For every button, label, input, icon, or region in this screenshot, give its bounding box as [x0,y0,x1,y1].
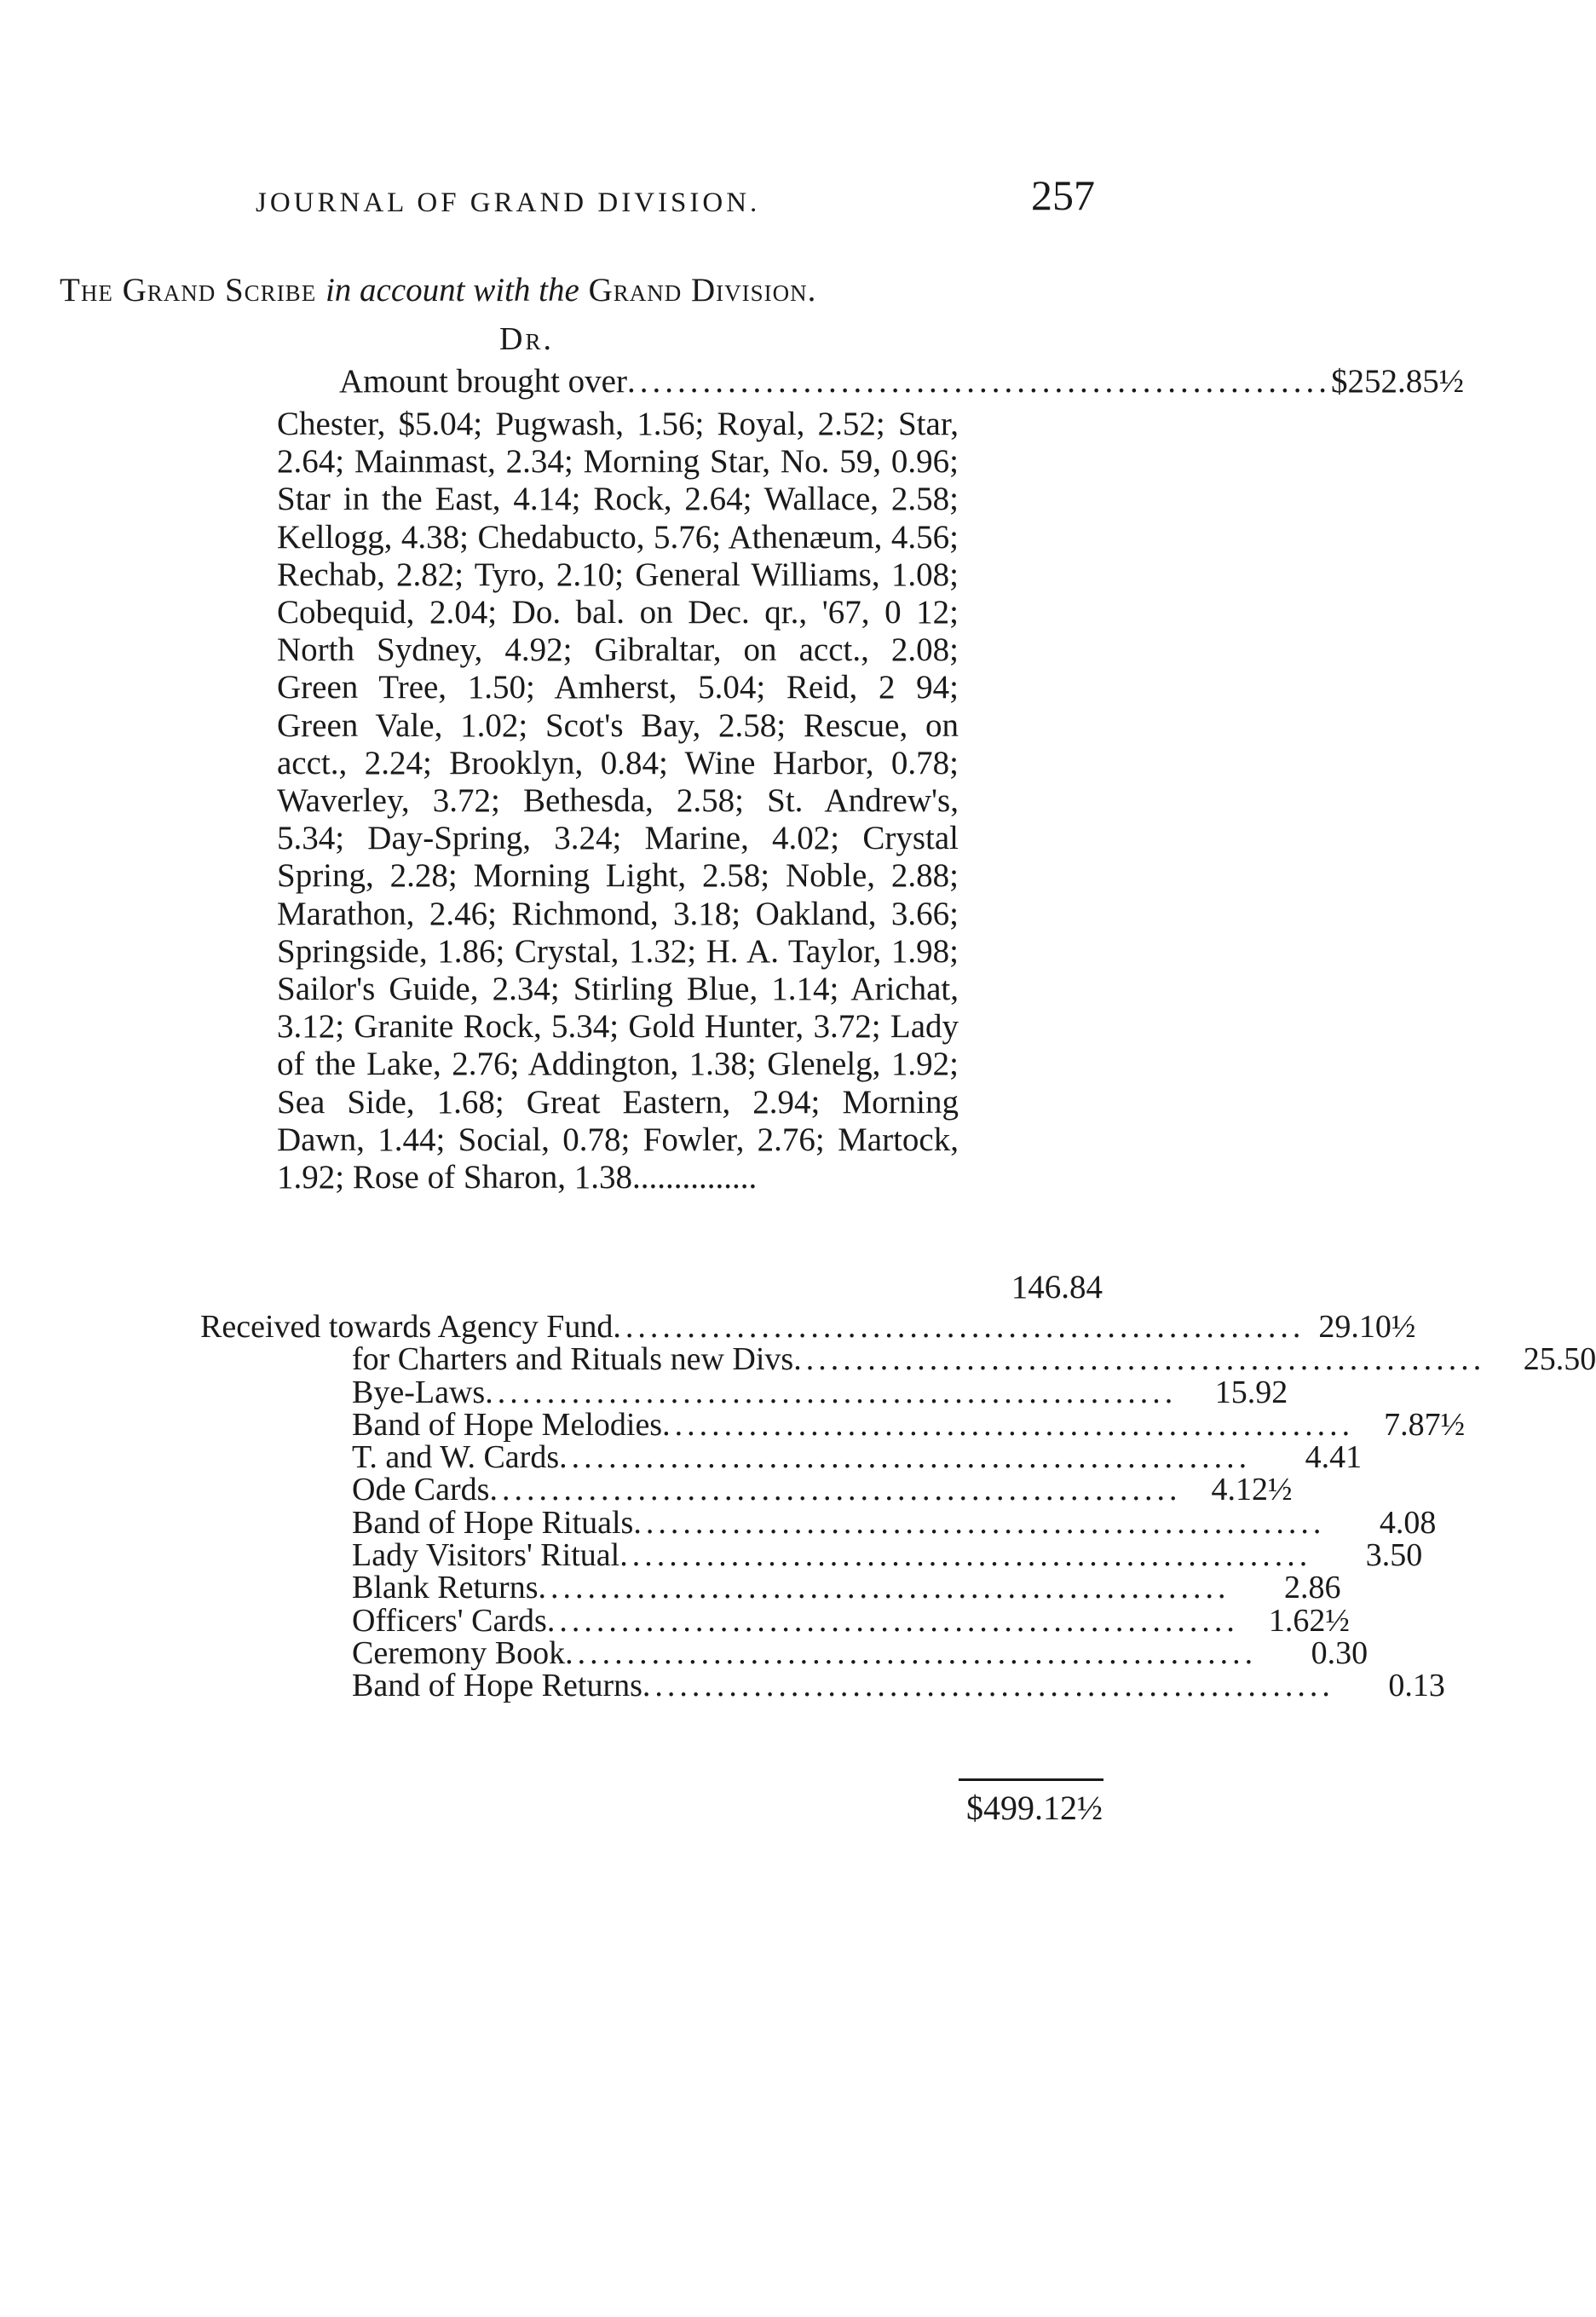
receipt-amount: 4.41 [1305,1439,1363,1476]
account-title-tail: Grand Division. [588,272,817,308]
receipt-label: Band of Hope Melodies [352,1406,663,1443]
receipt-amount: 4.08 [1379,1504,1437,1541]
amount-brought-over-row [339,362,1464,408]
division-payments-paragraph: Chester, $5.04; Pugwash, 1.56; Royal, 2.52; Star, 2.64; Mainmast, 2.34; Morning Star, No. 59, 0.96; Star in the East, 4.14; Rock, 2.64; Wallace, 2.58; Kellogg, 4.38; Chedabucto, 5.76; Athenæum, 4.56; Rechab, 2.82; Tyro, 2.10; General Williams, 1.08; Cobequid, 2.04; Do. bal. on Dec. qr., '67, 0 12; North Sydney, 4.92; Gibraltar, on acct., 2.08; Green Tree, 1.50; Amherst, 5.04; Reid, 2 94; Green Vale, 1.02; Scot's Bay, 2.58; Rescue, on acct., 2.24; Brooklyn, 0.84; Wine Harbor, 0.78; Waverley, 3.72; Bethesda, 2.58; St. Andrew's, 5.34; Day-Spring, 3.24; Marine, 4.02; Crystal Spring, 2.28; Morning Light, 2.58; Noble, 2.88; Marathon, 2.46; Richmond, 3.18; Oakland, 3.66; Springside, 1.86; Crystal, 1.32; H. A. Taylor, 1.98; Sailor's Guide, 2.34; Stirling Blue, 1.14; Arichat, 3.12; Granite Rock, 5.34; Gold Hunter, 3.72; Lady of the Lake, 2.76; Addington, 1.38; Glenelg, 1.92; Sea Side, 1.68; Great Eastern, 2.94; Morning Dawn, 1.44; Social, 0.78; Fowler, 2.76; Martock, 1.92; Rose of Sharon, 1.38............... [277,406,959,1196]
division-payments-amount: 146.84 [1011,1269,1103,1305]
receipt-label: Band of Hope Returns [352,1668,642,1704]
receipt-amount: 25.50 [1523,1341,1596,1378]
dot-leader: ........................................................ [489,1472,1182,1508]
receipt-row [200,1634,1368,1671]
dot-leader: ........................................................ [793,1341,1486,1378]
receipt-row [200,1569,1341,1606]
receipts-list [200,1308,1596,1704]
receipt-row [200,1667,1445,1704]
receipt-amount: 15.92 [1214,1374,1288,1410]
dot-leader: ........................................................ [619,1537,1312,1574]
dot-leader: ........................................................ [546,1602,1239,1639]
receipt-row [200,1438,1363,1476]
receipt-row [200,1374,1288,1410]
receipt-row [200,1340,1596,1378]
account-title-lead: The Grand Scribe [60,272,317,308]
dot-leader: ........................................................ [485,1374,1178,1410]
receipt-amount: 1.62½ [1268,1602,1350,1639]
receipt-row [200,1471,1293,1508]
grand-total: $499.12½ [966,1789,1103,1827]
receipt-row [200,1602,1350,1639]
dot-leader: ........................................................ [642,1668,1334,1704]
receipt-label: Ode Cards [352,1472,490,1508]
amount-brought-over-value: $252.85½ [1330,363,1464,400]
dot-leader: ........................................................ [662,1406,1355,1443]
dot-leader: ........................................................ [565,1634,1258,1671]
page-header [0,170,1263,239]
receipt-row [200,1406,1466,1443]
receipt-label: Blank Returns [352,1570,539,1606]
account-title [60,271,1048,309]
receipt-amount: 2.86 [1283,1570,1341,1606]
receipt-label: Ceremony Book [352,1634,566,1671]
dot-leader: ........................................................ [559,1439,1252,1476]
receipt-row [200,1504,1437,1541]
receipt-row [200,1308,1416,1345]
receipt-row [200,1536,1423,1574]
receipt-amount: 29.10½ [1318,1309,1416,1345]
dot-leader: ........................................................ [633,1504,1326,1541]
page-number: 257 [1031,171,1095,219]
dot-leader: ........................................................ [626,363,1331,400]
account-title-italic: in account with the [325,272,579,308]
total-rule [959,1778,1103,1781]
receipt-amount: 7.87½ [1384,1406,1466,1443]
receipt-amount: 4.12½ [1211,1472,1293,1508]
dot-leader: ........................................................ [538,1570,1230,1606]
running-title: JOURNAL OF GRAND DIVISION. [256,187,761,218]
receipt-amount: 0.30 [1311,1634,1368,1671]
amount-brought-over-label: Amount brought over [339,363,627,400]
receipt-label: Officers' Cards [352,1602,547,1639]
receipt-label: Received towards Agency Fund [200,1309,614,1345]
receipt-label: Bye-Laws [352,1374,486,1410]
receipt-label: Band of Hope Rituals [352,1504,634,1541]
receipt-label: Lady Visitors' Ritual [352,1537,620,1574]
receipt-label: for Charters and Rituals new Divs [352,1341,794,1378]
receipt-amount: 3.50 [1365,1537,1423,1574]
receipt-label: T. and W. Cards [352,1439,560,1476]
receipt-amount: 0.13 [1388,1668,1445,1704]
dot-leader: ........................................................ [613,1309,1305,1345]
debit-heading: Dr. [499,321,554,357]
